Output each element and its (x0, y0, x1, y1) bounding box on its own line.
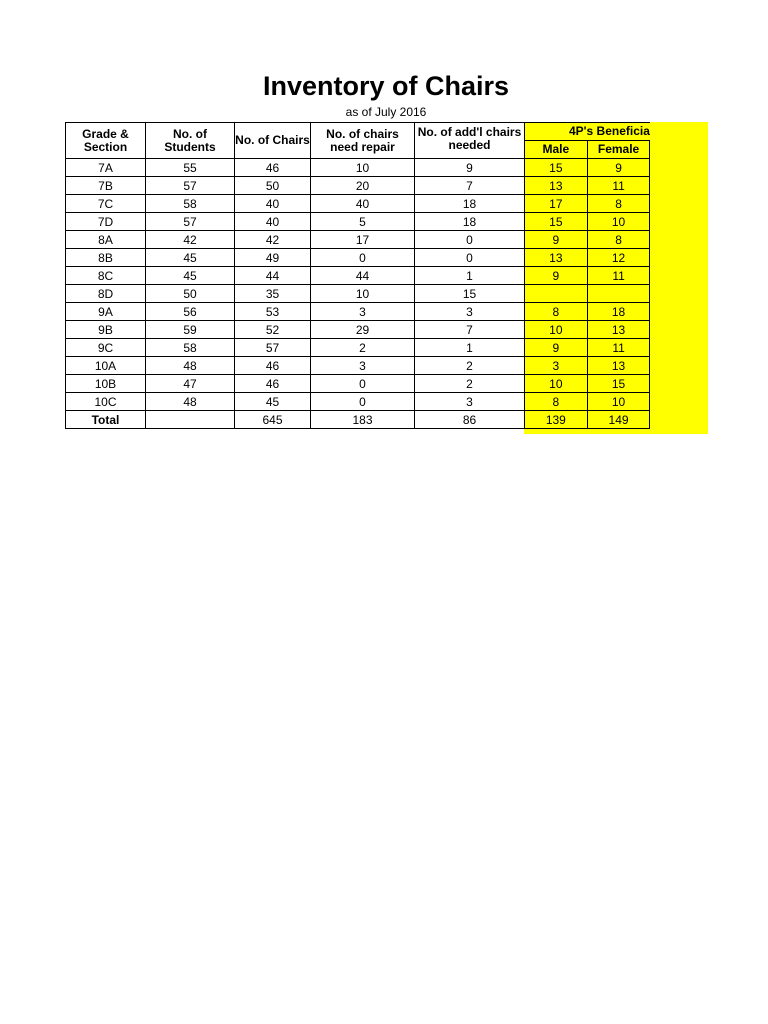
table-row (66, 231, 650, 249)
table-row (66, 375, 650, 393)
cell-male: 15 (525, 159, 588, 177)
cell-need-repair: 0 (311, 249, 415, 267)
cell-students: 47 (146, 375, 235, 393)
total-label: Total (66, 411, 146, 429)
cell-students: 59 (146, 321, 235, 339)
cell-addl-needed: 15 (415, 285, 525, 303)
cell-need-repair: 5 (311, 213, 415, 231)
cell-addl-needed: 2 (415, 375, 525, 393)
total-chairs: 645 (235, 411, 311, 429)
cell-addl-needed: 1 (415, 339, 525, 357)
cell-male: 3 (525, 357, 588, 375)
cell-female (587, 285, 650, 303)
cell-section: 10C (66, 393, 146, 411)
table-row (66, 303, 650, 321)
header-female: Female (587, 141, 650, 159)
cell-need-repair: 3 (311, 357, 415, 375)
cell-male: 17 (525, 195, 588, 213)
cell-female: 10 (587, 393, 650, 411)
total-students (146, 411, 235, 429)
table-row (66, 177, 650, 195)
table-row (66, 339, 650, 357)
table-row (66, 285, 650, 303)
cell-students: 56 (146, 303, 235, 321)
cell-addl-needed: 18 (415, 213, 525, 231)
header-students: No. of Students (146, 123, 235, 159)
cell-male: 9 (525, 231, 588, 249)
cell-female: 18 (587, 303, 650, 321)
table-row (66, 267, 650, 285)
header-chairs: No. of Chairs (235, 123, 311, 159)
cell-male: 15 (525, 213, 588, 231)
total-male: 139 (525, 411, 588, 429)
cell-section: 9B (66, 321, 146, 339)
cell-chairs: 57 (235, 339, 311, 357)
cell-male: 10 (525, 375, 588, 393)
header-addl-needed: No. of add'l chairs needed (415, 123, 525, 159)
cell-male: 9 (525, 339, 588, 357)
table-row (66, 195, 650, 213)
total-row (66, 411, 650, 429)
total-female: 149 (587, 411, 650, 429)
cell-female: 11 (587, 339, 650, 357)
cell-need-repair: 0 (311, 375, 415, 393)
cell-section: 7C (66, 195, 146, 213)
cell-section: 8C (66, 267, 146, 285)
cell-section: 7B (66, 177, 146, 195)
cell-male: 10 (525, 321, 588, 339)
cell-section: 8D (66, 285, 146, 303)
header-grade-section: Grade & Section (66, 123, 146, 159)
cell-chairs: 49 (235, 249, 311, 267)
table-row (66, 321, 650, 339)
total-addl-needed: 86 (415, 411, 525, 429)
table-row (66, 393, 650, 411)
cell-students: 50 (146, 285, 235, 303)
cell-addl-needed: 1 (415, 267, 525, 285)
cell-female: 11 (587, 177, 650, 195)
cell-addl-needed: 9 (415, 159, 525, 177)
cell-female: 11 (587, 267, 650, 285)
cell-chairs: 46 (235, 375, 311, 393)
cell-addl-needed: 0 (415, 249, 525, 267)
header-male: Male (525, 141, 588, 159)
cell-section: 8B (66, 249, 146, 267)
cell-need-repair: 29 (311, 321, 415, 339)
cell-female: 8 (587, 195, 650, 213)
cell-need-repair: 3 (311, 303, 415, 321)
cell-male: 8 (525, 303, 588, 321)
cell-students: 45 (146, 267, 235, 285)
cell-students: 58 (146, 339, 235, 357)
cell-need-repair: 20 (311, 177, 415, 195)
table-row (66, 249, 650, 267)
document-subtitle: as of July 2016 (345, 105, 427, 119)
cell-need-repair: 2 (311, 339, 415, 357)
cell-section: 8A (66, 231, 146, 249)
cell-students: 57 (146, 177, 235, 195)
cell-need-repair: 40 (311, 195, 415, 213)
cell-female: 13 (587, 321, 650, 339)
cell-chairs: 50 (235, 177, 311, 195)
cell-chairs: 45 (235, 393, 311, 411)
cell-female: 8 (587, 231, 650, 249)
cell-male: 9 (525, 267, 588, 285)
cell-students: 57 (146, 213, 235, 231)
cell-students: 45 (146, 249, 235, 267)
cell-students: 55 (146, 159, 235, 177)
cell-male: 13 (525, 249, 588, 267)
cell-male (525, 285, 588, 303)
cell-students: 58 (146, 195, 235, 213)
cell-addl-needed: 7 (415, 321, 525, 339)
cell-students: 42 (146, 231, 235, 249)
cell-female: 13 (587, 357, 650, 375)
cell-students: 48 (146, 357, 235, 375)
header-beneficiaries: 4P's Beneficia (525, 123, 650, 141)
cell-section: 9C (66, 339, 146, 357)
document-title: Inventory of Chairs (262, 71, 510, 101)
cell-addl-needed: 3 (415, 393, 525, 411)
cell-male: 13 (525, 177, 588, 195)
cell-section: 10B (66, 375, 146, 393)
total-need-repair: 183 (311, 411, 415, 429)
cell-chairs: 40 (235, 195, 311, 213)
table-row (66, 357, 650, 375)
cell-need-repair: 10 (311, 285, 415, 303)
cell-male: 8 (525, 393, 588, 411)
cell-chairs: 46 (235, 357, 311, 375)
cell-female: 10 (587, 213, 650, 231)
cell-section: 7D (66, 213, 146, 231)
cell-addl-needed: 18 (415, 195, 525, 213)
header-need-repair: No. of chairs need repair (311, 123, 415, 159)
cell-need-repair: 10 (311, 159, 415, 177)
cell-chairs: 35 (235, 285, 311, 303)
cell-addl-needed: 7 (415, 177, 525, 195)
cell-chairs: 44 (235, 267, 311, 285)
table-row (66, 213, 650, 231)
cell-chairs: 40 (235, 213, 311, 231)
cell-section: 7A (66, 159, 146, 177)
cell-female: 12 (587, 249, 650, 267)
cell-need-repair: 0 (311, 393, 415, 411)
cell-students: 48 (146, 393, 235, 411)
cell-section: 9A (66, 303, 146, 321)
cell-chairs: 42 (235, 231, 311, 249)
cell-section: 10A (66, 357, 146, 375)
table-row (66, 159, 650, 177)
cell-chairs: 53 (235, 303, 311, 321)
cell-addl-needed: 2 (415, 357, 525, 375)
inventory-table (65, 122, 650, 429)
cell-chairs: 52 (235, 321, 311, 339)
cell-female: 9 (587, 159, 650, 177)
cell-addl-needed: 0 (415, 231, 525, 249)
cell-need-repair: 17 (311, 231, 415, 249)
cell-female: 15 (587, 375, 650, 393)
cell-chairs: 46 (235, 159, 311, 177)
cell-need-repair: 44 (311, 267, 415, 285)
cell-addl-needed: 3 (415, 303, 525, 321)
